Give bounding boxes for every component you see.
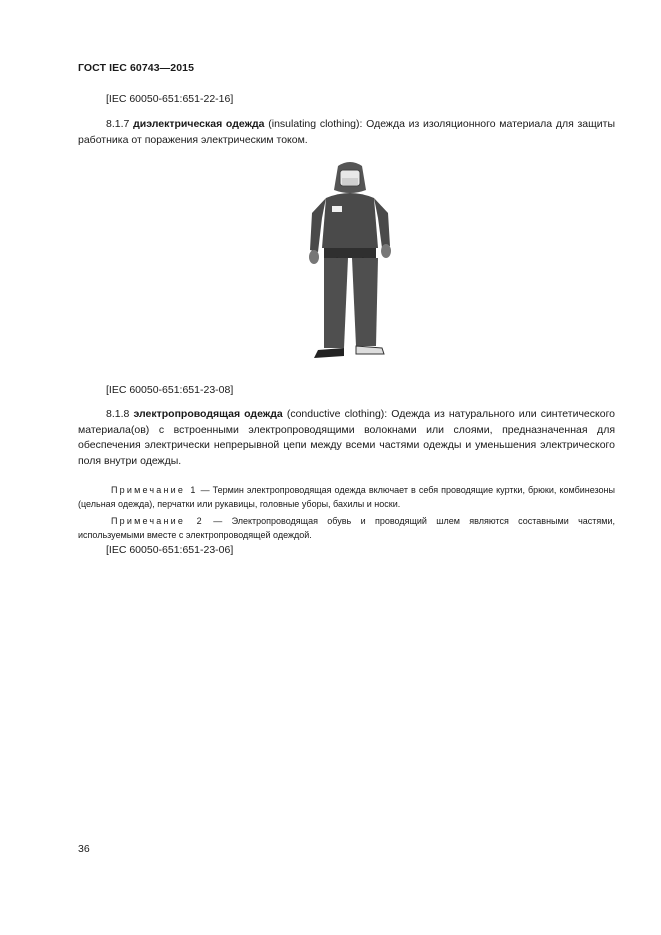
note-text: — Термин электропроводящая одежда включает в себя проводящие куртки, брюки, комбинезоны (цельная одежда), перчатки или рукавицы, головные уборы, бахилы и носки. bbox=[78, 485, 615, 509]
iec-reference-3: [IEC 60050-651:651-23-06] bbox=[106, 544, 234, 556]
note-label: Примечание 2 bbox=[111, 516, 204, 526]
term-definition: Одежда из изоляционного материала для защиты работника от поражения электрическим током. bbox=[78, 118, 616, 146]
term-english: (conductive clothing): bbox=[286, 408, 388, 420]
term-english: (insulating clothing): bbox=[268, 118, 363, 130]
note-2 bbox=[78, 514, 615, 542]
term-name: электропроводящая одежда bbox=[133, 408, 283, 420]
note-text: — Электропроводящая обувь и проводящий шлем являются составными частями, используемыми вместе с электропроводящей одеждой. bbox=[78, 516, 615, 540]
term-name: диэлектрическая одежда bbox=[133, 118, 265, 130]
term-number: 8.1.7 bbox=[106, 118, 130, 130]
term-definition: Одежда из натурального или синтетического материала(ов) с встроенными электропроводящими волокнами или слоями, предназначенная для обеспечения электрически непрерывной цепи между всеми частями одежды и уменьшения электрического поля внутри одежды. bbox=[78, 408, 616, 467]
term-8-1-7 bbox=[78, 117, 615, 148]
term-8-1-8 bbox=[78, 407, 615, 469]
page-number: 36 bbox=[78, 843, 90, 855]
iec-reference-2: [IEC 60050-651:651-23-08] bbox=[106, 384, 234, 396]
note-1 bbox=[78, 483, 615, 511]
document-header: ГОСТ IEC 60743—2015 bbox=[78, 62, 195, 74]
term-number: 8.1.8 bbox=[106, 408, 130, 420]
insulating-suit-figure-icon bbox=[300, 158, 400, 366]
iec-reference-1: [IEC 60050-651:651-22-16] bbox=[106, 93, 234, 105]
note-label: Примечание 1 bbox=[111, 485, 198, 495]
